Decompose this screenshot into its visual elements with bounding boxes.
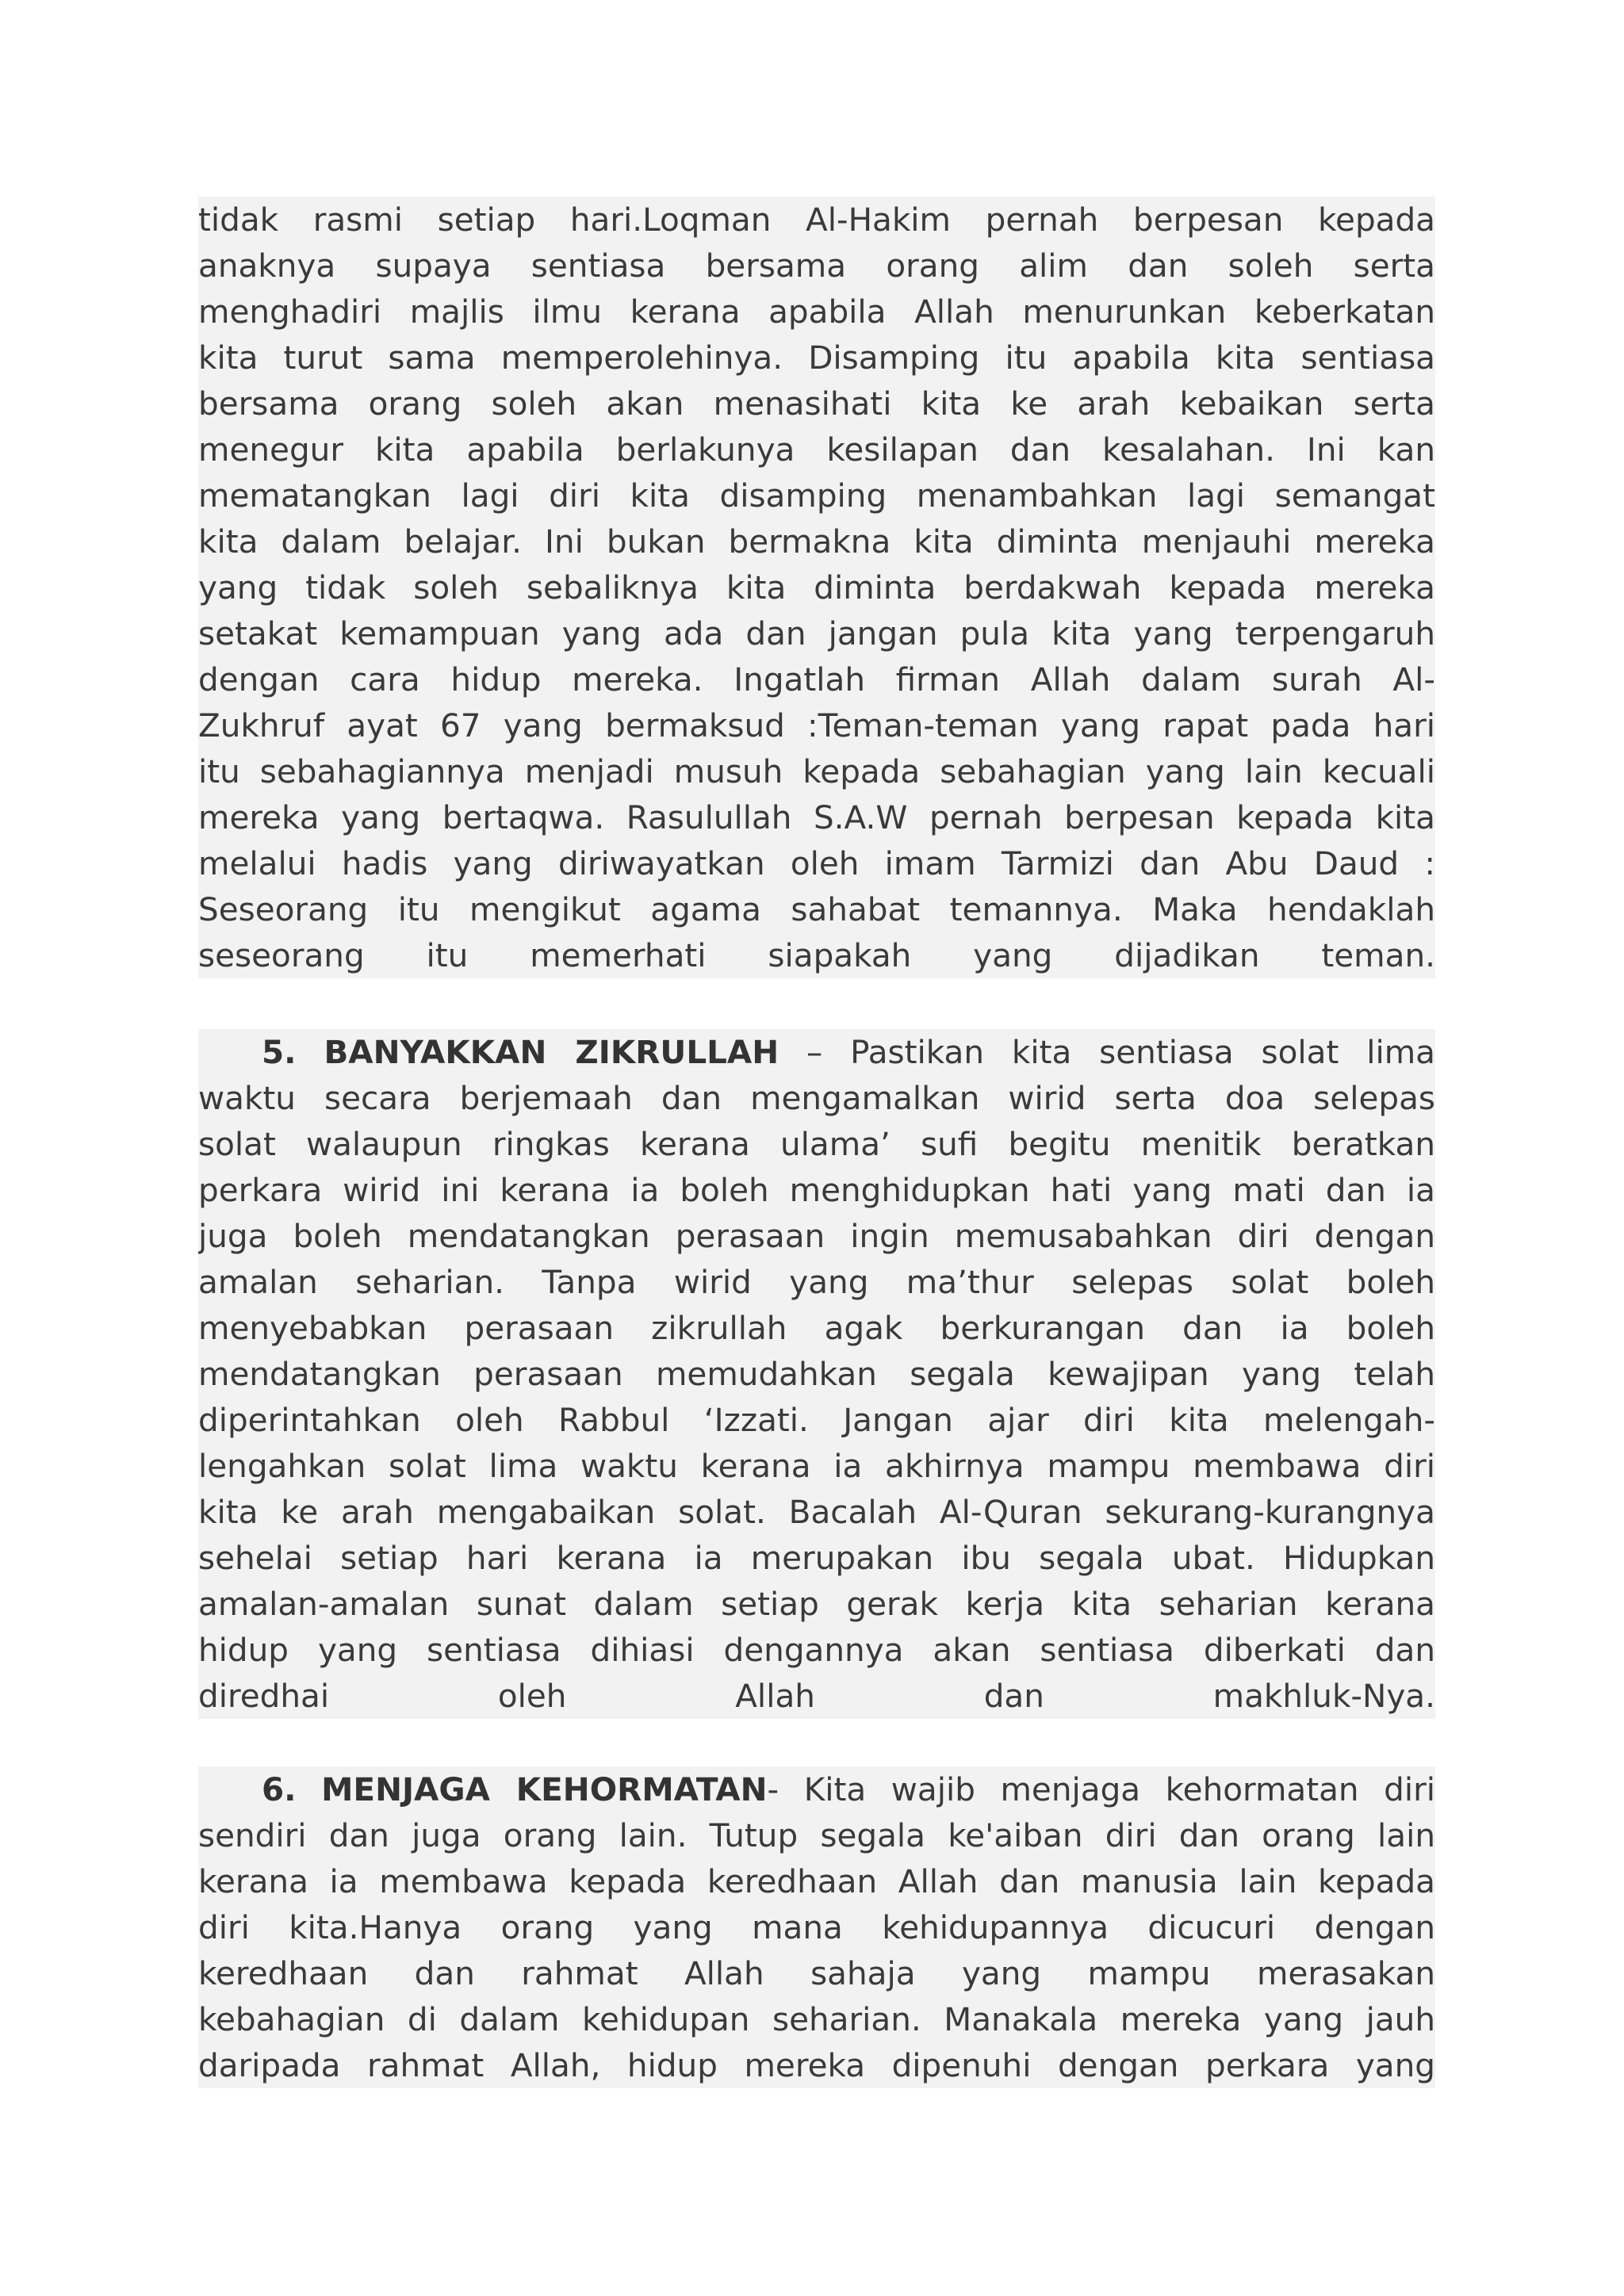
text-line: kebahagian di dalam kehidupan seharian. Manakala mereka yang jauh xyxy=(198,1996,1435,2042)
text-line: menghadiri majlis ilmu kerana apabila Allah menurunkan keberkatan xyxy=(198,289,1435,335)
text-line: tidak rasmi setiap hari.Loqman Al-Hakim pernah berpesan kepada xyxy=(198,197,1435,243)
text-line: kita turut sama memperolehinya. Disamping itu apabila kita sentiasa xyxy=(198,335,1435,381)
section-heading: BANYAKKAN ZIKRULLAH xyxy=(324,1033,779,1071)
text-line: itu sebahagiannya menjadi musuh kepada sebahagian yang lain kecuali xyxy=(198,748,1435,794)
text-line: keredhaan dan rahmat Allah sahaja yang mampu merasakan xyxy=(198,1950,1435,1996)
text-line: anaknya supaya sentiasa bersama orang alim dan soleh serta xyxy=(198,243,1435,289)
text-line: solat walaupun ringkas kerana ulama’ sufi begitu menitik beratkan xyxy=(198,1121,1435,1167)
text-line: yang tidak soleh sebaliknya kita diminta berdakwah kepada mereka xyxy=(198,564,1435,610)
text-line: perkara wirid ini kerana ia boleh menghidupkan hati yang mati dan ia xyxy=(198,1167,1435,1213)
text-line: dengan cara hidup mereka. Ingatlah firman Allah dalam surah Al- xyxy=(198,656,1435,702)
text-line: lengahkan solat lima waktu kerana ia akhirnya mampu membawa diri xyxy=(198,1443,1435,1489)
text-line: melalui hadis yang diriwayatkan oleh imam Tarmizi dan Abu Daud : xyxy=(198,840,1435,886)
section-banyakkan-zikrullah xyxy=(198,1029,1435,1719)
text-line: mereka yang bertaqwa. Rasulullah S.A.W pernah berpesan kepada kita xyxy=(198,794,1435,840)
section-first-line-text: - Kita wajib menjaga kehormatan diri xyxy=(767,1770,1435,1808)
text-line: mendatangkan perasaan memudahkan segala kewajipan yang telah xyxy=(198,1351,1435,1397)
text-line: daripada rahmat Allah, hidup mereka dipenuhi dengan perkara yang xyxy=(198,2042,1435,2088)
text-line: amalan seharian. Tanpa wirid yang ma’thur selepas solat boleh xyxy=(198,1259,1435,1305)
section-number: 6. xyxy=(262,1770,297,1808)
text-line: mematangkan lagi diri kita disamping menambahkan lagi semangat xyxy=(198,473,1435,519)
text-line: Seseorang itu mengikut agama sahabat temannya. Maka hendaklah xyxy=(198,886,1435,932)
section-first-line xyxy=(198,1029,1435,1075)
section-number: 5. xyxy=(262,1033,297,1071)
text-line: sendiri dan juga orang lain. Tutup segala ke'aiban diri dan orang lain xyxy=(198,1812,1435,1858)
text-line: waktu secara berjemaah dan mengamalkan wirid serta doa selepas xyxy=(198,1075,1435,1121)
text-line: sehelai setiap hari kerana ia merupakan ibu segala ubat. Hidupkan xyxy=(198,1535,1435,1581)
text-line: juga boleh mendatangkan perasaan ingin memusabahkan diri dengan xyxy=(198,1213,1435,1259)
section-first-line xyxy=(198,1766,1435,1812)
text-line: menegur kita apabila berlakunya kesilapan dan kesalahan. Ini kan xyxy=(198,427,1435,473)
text-line: menyebabkan perasaan zikrullah agak berkurangan dan ia boleh xyxy=(198,1305,1435,1351)
text-line: diri kita.Hanya orang yang mana kehidupannya dicucuri dengan xyxy=(198,1904,1435,1950)
section-first-line-text: – Pastikan kita sentiasa solat lima xyxy=(779,1033,1435,1071)
text-line: diperintahkan oleh Rabbul ‘Izzati. Jangan ajar diri kita melengah- xyxy=(198,1397,1435,1443)
text-line: kita ke arah mengabaikan solat. Bacalah Al-Quran sekurang-kurangnya xyxy=(198,1489,1435,1535)
text-line: kerana ia membawa kepada keredhaan Allah dan manusia lain kepada xyxy=(198,1858,1435,1904)
text-line: diredhai oleh Allah dan makhluk-Nya. xyxy=(198,1673,1435,1719)
text-line: hidup yang sentiasa dihiasi dengannya akan sentiasa diberkati dan xyxy=(198,1627,1435,1673)
section-heading: MENJAGA KEHORMATAN xyxy=(321,1770,768,1808)
text-line: bersama orang soleh akan menasihati kita ke arah kebaikan serta xyxy=(198,381,1435,427)
section-menjaga-kehormatan xyxy=(198,1766,1435,2088)
text-line: seseorang itu memerhati siapakah yang dijadikan teman. xyxy=(198,932,1435,978)
text-line: setakat kemampuan yang ada dan jangan pula kita yang terpengaruh xyxy=(198,610,1435,656)
text-line: amalan-amalan sunat dalam setiap gerak kerja kita seharian kerana xyxy=(198,1581,1435,1627)
paragraph-continuation xyxy=(198,197,1435,978)
text-line: kita dalam belajar. Ini bukan bermakna kita diminta menjauhi mereka xyxy=(198,519,1435,564)
text-line: Zukhruf ayat 67 yang bermaksud :Teman-teman yang rapat pada hari xyxy=(198,702,1435,748)
